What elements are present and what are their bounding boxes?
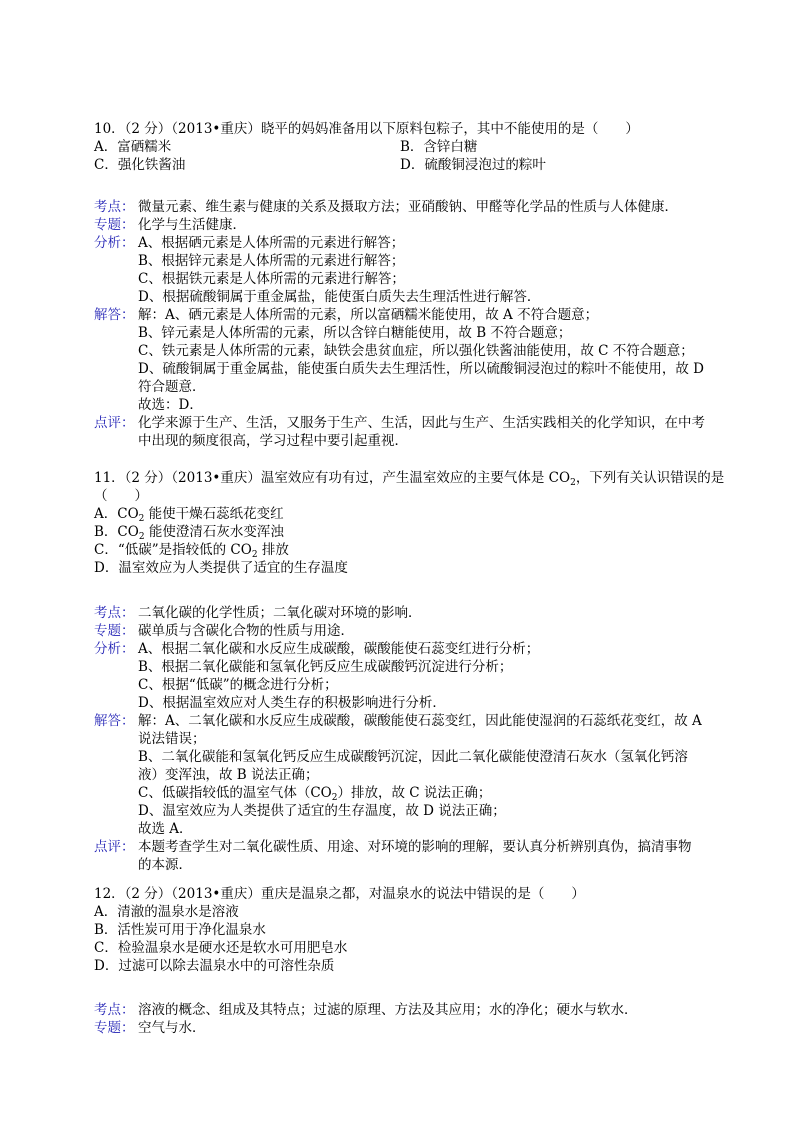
jieda-line: 说法错误； <box>138 731 206 747</box>
question-11-stem: 11．（2 分）（2013•重庆）温室效应有功有过，产生温室效应的主要气体是 $CO_2$，下列有关认识错误的是 <box>94 470 725 488</box>
dianping-line: 化学来源于生产、生活，又服务于生产、生活，因此与生产、生活实践相关的化学知识，在中考 <box>138 415 705 431</box>
jieda-line: B、锌元素是人体所需的元素，所以含锌白糖能使用，故 B 不符合题意； <box>138 325 572 341</box>
jieda-line: C、铁元素是人体所需的元素，缺铁会患贫血症，所以强化铁酱油能使用，故 C 不符合题意； <box>138 343 694 359</box>
question-10 <box>94 120 714 174</box>
jieda-row <box>94 306 714 414</box>
zhuanti-text: 化学与生活健康． <box>138 217 246 233</box>
jieda-line: B、二氧化碳能和氢氧化钙反应生成碳酸钙沉淀，因此二氧化碳能使澄清石灰水（氢氧化钙溶 <box>138 749 688 765</box>
dianping-row <box>94 838 714 874</box>
jieda-line: D、硫酸铜属于重金属盐，能使蛋白质失去生理活性，所以硫酸铜浸泡过的粽叶不能使用，故 D <box>138 361 704 377</box>
question-12 <box>94 885 714 975</box>
option-c: C．“低碳”是指较低的 $CO_2$ 排放 <box>94 542 289 560</box>
dianping-line: 中出现的频度很高，学习过程中要引起重视． <box>138 433 408 449</box>
question-10-options <box>94 138 714 174</box>
option-d: D．硫酸铜浸泡过的粽叶 <box>400 157 546 173</box>
option-d: D．温室效应为人类提供了适宜的生存温度 <box>94 560 348 576</box>
option-b: B．含锌白糖 <box>400 139 478 155</box>
dianping-label: 点评： <box>94 839 135 855</box>
jieda-line: 解：A、硒元素是人体所需的元素，所以富硒糯米能使用，故 A 不符合题意； <box>138 307 599 323</box>
analysis-10 <box>94 198 714 450</box>
zhuanti-label: 专题： <box>94 217 135 233</box>
jieda-line: 符合题意． <box>138 379 206 395</box>
fenxi-label: 分析： <box>94 235 135 251</box>
option-a: A．富硒糯米 <box>94 139 172 155</box>
kaodian-row <box>94 604 714 622</box>
dianping-line: 本题考查学生对二氧化碳性质、用途、对环境的影响的理解，要认真分析辨别真伪，搞清事物 <box>138 839 692 855</box>
jieda-label: 解答： <box>94 713 135 729</box>
option-c: C．检验温泉水是硬水还是软水可用肥皂水 <box>94 940 348 956</box>
zhuanti-text: 空气与水． <box>138 1020 206 1036</box>
kaodian-row <box>94 1001 714 1019</box>
analysis-11 <box>94 604 714 874</box>
analysis-12 <box>94 1001 714 1037</box>
zhuanti-text: 碳单质与含碳化合物的性质与用途． <box>138 623 354 639</box>
fenxi-line: A、根据二氧化碳和水反应生成碳酸，碳酸能使石蕊变红进行分析； <box>138 641 540 657</box>
option-a: A．清澈的温泉水是溶液 <box>94 904 239 920</box>
question-11-paren: （ ） <box>94 488 148 504</box>
option-b: B．活性炭可用于净化温泉水 <box>94 922 266 938</box>
option-c: C．强化铁酱油 <box>94 157 186 173</box>
zhuanti-row <box>94 1019 714 1037</box>
zhuanti-row <box>94 216 714 234</box>
kaodian-label: 考点： <box>94 199 135 215</box>
option-d: D．过滤可以除去温泉水中的可溶性杂质 <box>94 958 335 974</box>
option-a: A．$CO_2$ 能使干燥石蕊纸花变红 <box>94 506 284 524</box>
dianping-line: 的本源． <box>138 857 192 873</box>
jieda-line: 故选 A． <box>138 821 193 837</box>
dianping-label: 点评： <box>94 415 135 431</box>
jieda-line: 解：A、二氧化碳和水反应生成碳酸，碳酸能使石蕊变红，因此能使湿润的石蕊纸花变红，故 A <box>138 713 702 729</box>
question-10-stem: 10．（2 分）（2013•重庆）晓平的妈妈准备用以下原料包粽子，其中不能使用的是（ ） <box>94 121 639 137</box>
jieda-line: 液）变浑浊，故 B 说法正确； <box>138 767 319 783</box>
zhuanti-row <box>94 622 714 640</box>
jieda-label: 解答： <box>94 307 135 323</box>
fenxi-label: 分析： <box>94 641 135 657</box>
kaodian-label: 考点： <box>94 605 135 621</box>
fenxi-row <box>94 234 714 306</box>
fenxi-line: B、根据锌元素是人体所需的元素进行解答； <box>138 253 405 269</box>
kaodian-text: 溶液的概念、组成及其特点；过滤的原理、方法及其应用；水的净化；硬水与软水． <box>138 1002 638 1018</box>
fenxi-line: D、根据硫酸铜属于重金属盐，能使蛋白质失去生理活性进行解答． <box>138 289 541 305</box>
fenxi-line: A、根据硒元素是人体所需的元素进行解答； <box>138 235 405 251</box>
zhuanti-label: 专题： <box>94 623 135 639</box>
kaodian-text: 二氧化碳的化学性质；二氧化碳对环境的影响． <box>138 605 422 621</box>
fenxi-line: D、根据温室效应对人类生存的积极影响进行分析． <box>138 695 446 711</box>
fenxi-line: B、根据二氧化碳能和氢氧化钙反应生成碳酸钙沉淀进行分析； <box>138 659 513 675</box>
question-12-stem: 12．（2 分）（2013•重庆）重庆是温泉之都，对温泉水的说法中错误的是（ ） <box>94 886 585 902</box>
kaodian-label: 考点： <box>94 1002 135 1018</box>
option-b: B．$CO_2$ 能使澄清石灰水变浑浊 <box>94 524 284 542</box>
fenxi-row <box>94 640 714 712</box>
question-11 <box>94 469 725 577</box>
jieda-line: D、温室效应为人类提供了适宜的生存温度，故 D 说法正确； <box>138 803 506 819</box>
dianping-row <box>94 414 714 450</box>
kaodian-row <box>94 198 714 216</box>
fenxi-line: C、根据铁元素是人体所需的元素进行解答； <box>138 271 405 287</box>
jieda-row <box>94 712 714 838</box>
kaodian-text: 微量元素、维生素与健康的关系及摄取方法；亚硝酸钠、甲醛等化学品的性质与人体健康． <box>138 199 678 215</box>
jieda-line: C、低碳指较低的温室气体$(CO_2)$排放，故 C 说法正确； <box>138 785 492 803</box>
zhuanti-label: 专题： <box>94 1020 135 1036</box>
jieda-line: 故选：D． <box>138 397 203 413</box>
fenxi-line: C、根据“低碳”的概念进行分析； <box>138 677 338 693</box>
